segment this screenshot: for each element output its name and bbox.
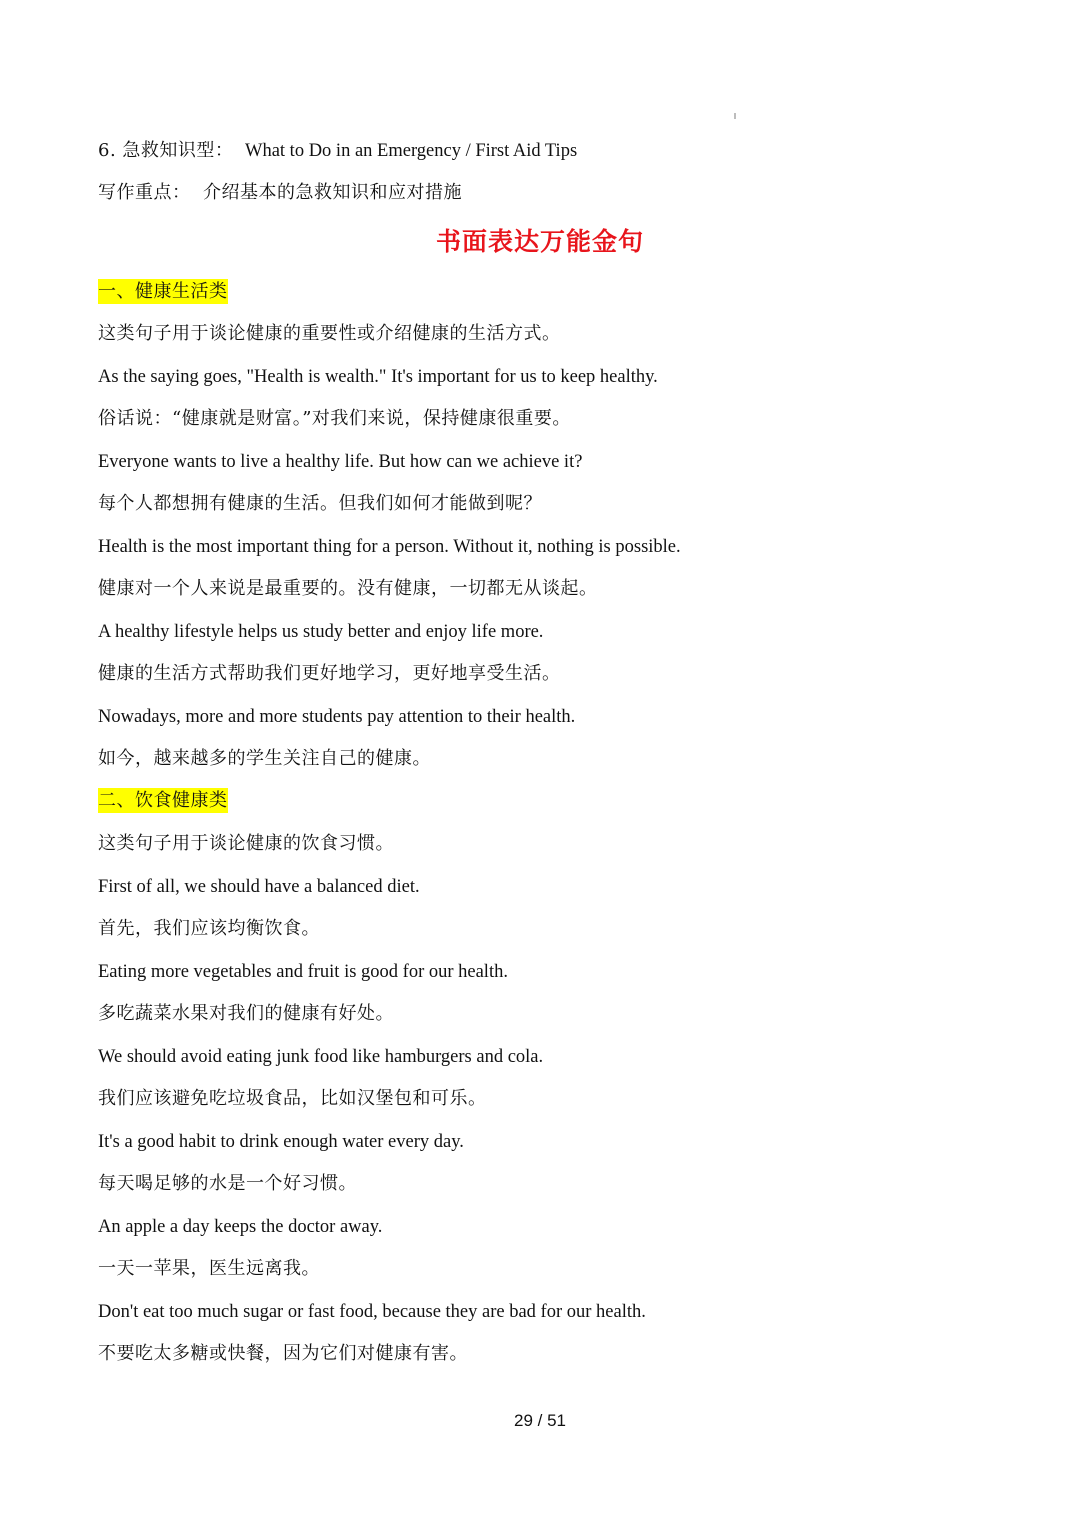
- sentence-en: Nowadays, more and more students pay attention to their health.: [98, 707, 576, 727]
- section-heading-text: 二、饮食健康类: [98, 790, 228, 811]
- scan-mark: [734, 113, 736, 119]
- item-6-title: What to Do in an Emergency / First Aid Tips: [245, 141, 578, 161]
- sentence-en: Everyone wants to live a healthy life. But how can we achieve it?: [98, 452, 583, 472]
- sentence-zh: 多吃蔬菜水果对我们的健康有好处。: [98, 1003, 394, 1024]
- section-heading-text: 一、健康生活类: [98, 281, 228, 302]
- page-total: 51: [547, 1411, 566, 1430]
- section-intro: 这类句子用于谈论健康的重要性或介绍健康的生活方式。: [98, 323, 561, 344]
- sentence-en: Health is the most important thing for a person. Without it, nothing is possible.: [98, 537, 681, 557]
- sentence-zh: 我们应该避免吃垃圾食品，比如汉堡包和可乐。: [98, 1088, 487, 1109]
- sentence-zh: 每个人都想拥有健康的生活。但我们如何才能做到呢？: [98, 493, 542, 514]
- sentence-zh: 一天一苹果，医生远离我。: [98, 1258, 320, 1279]
- sentence-en: Don't eat too much sugar or fast food, because they are bad for our health.: [98, 1302, 646, 1322]
- sentence-en: A healthy lifestyle helps us study better and enjoy life more.: [98, 622, 544, 642]
- item-6-focus-label: 写作重点：: [98, 182, 191, 203]
- sentence-zh: 俗话说：“健康就是财富。”对我们来说，保持健康很重要。: [98, 408, 571, 429]
- page-current: 29: [513, 1411, 533, 1430]
- sentence-zh: 健康的生活方式帮助我们更好地学习，更好地享受生活。: [98, 663, 561, 684]
- sentence-en: First of all, we should have a balanced diet.: [98, 877, 420, 897]
- sentence-en: Eating more vegetables and fruit is good for our health.: [98, 962, 508, 982]
- sentence-en: It's a good habit to drink enough water every day.: [98, 1132, 464, 1152]
- sentence-en: An apple a day keeps the doctor away.: [98, 1217, 383, 1237]
- main-title: 书面表达万能金句: [435, 227, 644, 256]
- section-intro: 这类句子用于谈论健康的饮食习惯。: [98, 833, 394, 854]
- sentence-en: We should avoid eating junk food like hamburgers and cola.: [98, 1047, 544, 1067]
- sentence-zh: 健康对一个人来说是最重要的。没有健康，一切都无从谈起。: [98, 578, 598, 599]
- sentence-zh: 不要吃太多糖或快餐，因为它们对健康有害。: [98, 1343, 468, 1364]
- page-separator: /: [532, 1411, 548, 1430]
- item-6-label: 6. 急救知识型：: [98, 140, 234, 161]
- section-heading-health-life: [98, 280, 228, 304]
- section-heading-diet: [98, 789, 228, 813]
- item-6-line: [98, 139, 577, 163]
- sentence-zh: 每天喝足够的水是一个好习惯。: [98, 1173, 357, 1194]
- sentence-en: As the saying goes, "Health is wealth." It's important for us to keep healthy.: [98, 367, 658, 387]
- page-number: [0, 1410, 1080, 1432]
- sentence-zh: 首先，我们应该均衡饮食。: [98, 918, 320, 939]
- item-6-focus-line: [98, 181, 462, 205]
- item-6-focus-text: 介绍基本的急救知识和应对措施: [203, 182, 462, 203]
- sentence-zh: 如今，越来越多的学生关注自己的健康。: [98, 748, 431, 769]
